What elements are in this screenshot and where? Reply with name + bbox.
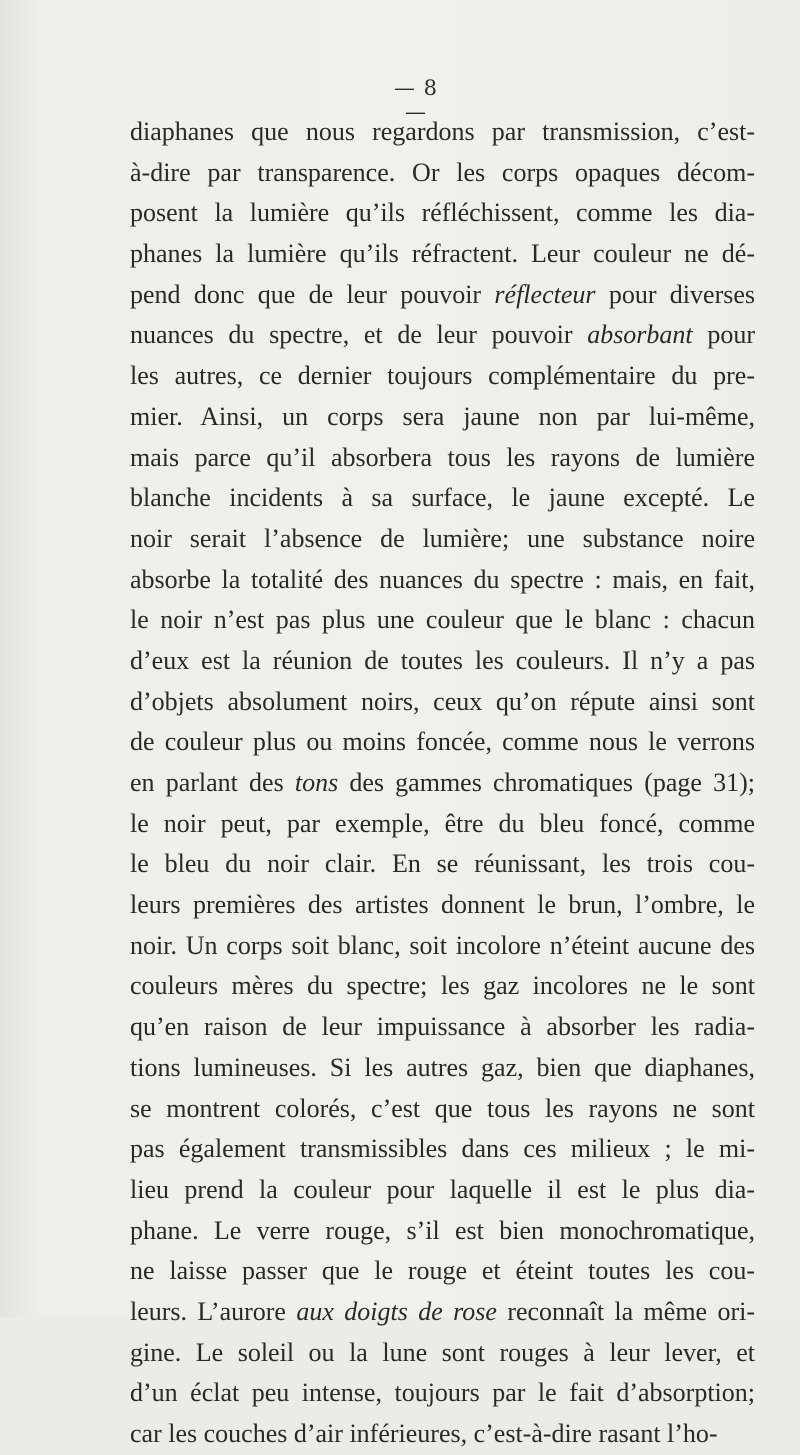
text-segment: noir. Un corps soit blanc, soit incolore n’éteint aucune des <box>130 930 755 960</box>
text-segment: pour diverses <box>595 279 755 309</box>
text-line <box>130 438 755 479</box>
text-line <box>130 397 755 438</box>
text-segment: pend donc que de leur pouvoir <box>130 279 495 309</box>
text-segment: mier. Ainsi, un corps sera jaune non par lui-même, <box>130 401 755 431</box>
text-segment: phane. Le verre rouge, s’il est bien monochromatique, <box>130 1215 755 1245</box>
text-segment: phanes la lumière qu’ils réfractent. Leur couleur ne dé- <box>130 239 755 269</box>
text-segment: pas également transmissibles dans ces milieux ; le mi- <box>130 1134 755 1164</box>
italic-text: absorbant <box>587 320 693 350</box>
text-line <box>130 193 755 234</box>
text-segment: d’un éclat peu intense, toujours par le fait d’absorption; <box>130 1378 755 1408</box>
text-segment: le noir n’est pas plus une couleur que le blanc : chacun <box>130 605 755 635</box>
text-segment: le bleu du noir clair. En se réunissant, les trois cou- <box>130 849 755 879</box>
text-line <box>130 315 755 356</box>
text-segment: leurs. L’aurore <box>130 1296 297 1326</box>
text-line <box>130 1211 755 1252</box>
text-line <box>130 1170 755 1211</box>
text-segment: ne laisse passer que le rouge et éteint toutes les cou- <box>130 1256 755 1286</box>
text-line <box>130 1373 755 1414</box>
text-line <box>130 1251 755 1292</box>
text-line <box>130 763 755 804</box>
text-line <box>130 1333 755 1374</box>
text-segment: de couleur plus ou moins foncée, comme nous le verrons <box>130 727 755 757</box>
text-segment: le noir peut, par exemple, être du bleu foncé, comme <box>130 808 755 838</box>
text-segment: absorbe la totalité des nuances du spectre : mais, en fait, <box>130 564 755 594</box>
text-segment: mais parce qu’il absorbera tous les rayons de lumière <box>130 442 755 472</box>
text-line <box>130 112 755 153</box>
text-line <box>130 804 755 845</box>
text-segment: couleurs mères du spectre; les gaz incolores ne le sont <box>130 971 755 1001</box>
text-segment: posent la lumière qu’ils réfléchissent, comme les dia- <box>130 198 755 228</box>
body-text <box>130 112 755 1455</box>
text-segment: d’objets absolument noirs, ceux qu’on répute ainsi sont <box>130 686 755 716</box>
text-line <box>130 153 755 194</box>
text-segment: nuances du spectre, et de leur pouvoir <box>130 320 588 350</box>
text-segment: qu’en raison de leur impuissance à absorber les radia- <box>130 1012 755 1042</box>
text-segment: se montrent colorés, c’est que tous les rayons ne sont <box>130 1093 755 1123</box>
text-segment: blanche incidents à sa surface, le jaune excepté. Le <box>130 483 755 513</box>
text-segment: gine. Le soleil ou la lune sont rouges à leur lever, et <box>130 1337 755 1367</box>
text-line <box>130 1129 755 1170</box>
text-line <box>130 1048 755 1089</box>
text-segment: leurs premières des artistes donnent le brun, l’ombre, le <box>130 890 755 920</box>
text-segment: car les couches d’air inférieures, c’est-à-dire rasant l’ho- <box>130 1419 718 1448</box>
text-line <box>130 234 755 275</box>
italic-text: réflecteur <box>494 279 596 309</box>
text-segment: noir serait l’absence de lumière; une substance noire <box>130 523 755 553</box>
text-line <box>130 844 755 885</box>
text-line <box>130 926 755 967</box>
text-line <box>130 560 755 601</box>
text-line <box>130 641 755 682</box>
text-line <box>130 722 755 763</box>
text-segment: reconnaît la même ori- <box>496 1296 755 1326</box>
page-number: — 8 — <box>393 76 439 124</box>
text-line <box>130 275 755 316</box>
text-segment: tions lumineuses. Si les autres gaz, bien que diaphanes, <box>130 1052 755 1082</box>
text-line <box>130 966 755 1007</box>
text-line <box>130 682 755 723</box>
text-segment: pour <box>692 320 755 350</box>
text-segment: à-dire par transparence. Or les corps opaques décom- <box>130 157 755 187</box>
text-line <box>130 1089 755 1130</box>
text-line <box>130 1007 755 1048</box>
text-line <box>130 885 755 926</box>
text-line <box>130 1414 755 1455</box>
italic-text: aux doigts de rose <box>296 1296 497 1326</box>
text-segment: lieu prend la couleur pour laquelle il est le plus dia- <box>130 1174 755 1204</box>
text-line <box>130 1292 755 1333</box>
text-line <box>130 356 755 397</box>
italic-text: tons <box>294 768 339 797</box>
text-segment: en parlant des <box>130 768 295 797</box>
text-segment: diaphanes que nous regardons par transmission, c’est- <box>130 117 755 146</box>
text-segment: les autres, ce dernier toujours complémentaire du pre- <box>130 361 755 391</box>
text-segment: d’eux est la réunion de toutes les couleurs. Il n’y a pas <box>130 645 755 675</box>
text-line <box>130 519 755 560</box>
text-line <box>130 478 755 519</box>
text-segment: des gammes chromatiques (page 31); <box>338 768 755 797</box>
text-line <box>130 600 755 641</box>
